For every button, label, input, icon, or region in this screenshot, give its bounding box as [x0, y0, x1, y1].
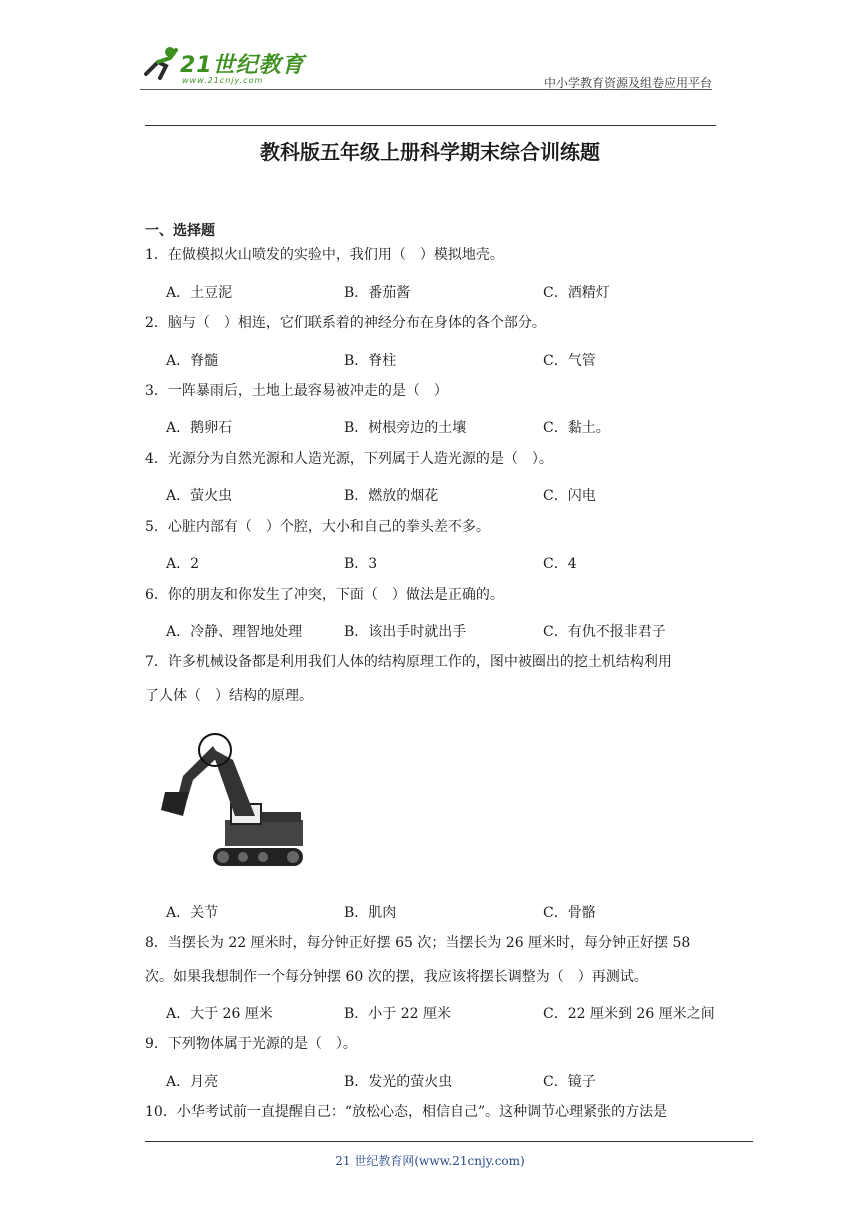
- question-7-cont: 了人体（ ）结构的原理。: [145, 688, 313, 704]
- q7-option-c[interactable]: C．骨骼: [543, 905, 596, 921]
- q7-option-a[interactable]: A．关节: [166, 905, 219, 921]
- question-5: 5．心脏内部有（ ）个腔，大小和自己的拳头差不多。: [145, 519, 490, 535]
- section-heading: 一、选择题: [145, 223, 215, 239]
- q4-option-a[interactable]: A．萤火虫: [166, 488, 233, 504]
- q8-option-b[interactable]: B．小于 22 厘米: [344, 1006, 452, 1022]
- question-8-cont: 次。如果我想制作一个每分钟摆 60 次的摆，我应该将摆长调整为（ ）再测试。: [145, 969, 648, 985]
- q8-option-c[interactable]: C．22 厘米到 26 厘米之间: [543, 1006, 715, 1022]
- question-9: 9．下列物体属于光源的是（ ）。: [145, 1036, 357, 1052]
- q3-option-b[interactable]: B．树根旁边的土壤: [344, 420, 467, 436]
- q6-option-a[interactable]: A．冷静、理智地处理: [166, 624, 303, 640]
- q5-option-c[interactable]: C．4: [543, 556, 577, 572]
- footer-link[interactable]: 21 世纪教育网(www.21cnjy.com): [335, 1154, 525, 1168]
- q1-option-a[interactable]: A．土豆泥: [166, 285, 233, 301]
- q6-option-b[interactable]: B．该出手时就出手: [344, 624, 467, 640]
- q6-option-c[interactable]: C．有仇不报非君子: [543, 624, 666, 640]
- q8-option-a[interactable]: A．大于 26 厘米: [166, 1006, 273, 1022]
- q7-option-b[interactable]: B．肌肉: [344, 905, 397, 921]
- question-4: 4．光源分为自然光源和人造光源，下列属于人造光源的是（ ）。: [145, 451, 553, 467]
- header-divider: [140, 89, 712, 90]
- q4-option-b[interactable]: B．燃放的烟花: [344, 488, 439, 504]
- site-logo: [140, 44, 310, 90]
- q2-option-a[interactable]: A．脊髓: [166, 353, 219, 369]
- q3-option-c[interactable]: C．黏土。: [543, 420, 610, 436]
- question-10: 10．小华考试前一直提醒自己：“放松心态，相信自己”。这种调节心理紧张的方法是: [145, 1104, 668, 1120]
- page-title: 教科版五年级上册科学期末综合训练题: [260, 140, 600, 164]
- title-divider: [145, 125, 716, 126]
- question-2: 2．脑与（ ）相连，它们联系着的神经分布在身体的各个部分。: [145, 315, 546, 331]
- q9-option-c[interactable]: C．镜子: [543, 1074, 596, 1090]
- question-3: 3．一阵暴雨后，土地上最容易被冲走的是（ ）: [145, 383, 448, 399]
- footer-divider: [145, 1141, 753, 1142]
- q3-option-a[interactable]: A．鹅卵石: [166, 420, 233, 436]
- q9-option-b[interactable]: B．发光的萤火虫: [344, 1074, 453, 1090]
- q5-option-b[interactable]: B．3: [344, 556, 378, 572]
- runner-icon: [140, 44, 180, 84]
- question-8: 8．当摆长为 22 厘米时，每分钟正好摆 65 次；当摆长为 26 厘米时，每分钟正好摆 58: [145, 935, 691, 951]
- q1-option-b[interactable]: B．番茄酱: [344, 285, 411, 301]
- logo-text: 21世纪教育: [180, 53, 305, 78]
- question-1: 1．在做模拟火山喷发的实验中，我们用（ ）模拟地壳。: [145, 247, 504, 263]
- q2-option-c[interactable]: C．气管: [543, 353, 596, 369]
- q4-option-c[interactable]: C．闪电: [543, 488, 596, 504]
- platform-name: 中小学教育资源及组卷应用平台: [543, 76, 712, 90]
- q1-option-c[interactable]: C．酒精灯: [543, 285, 610, 301]
- question-6: 6．你的朋友和你发生了冲突，下面（ ）做法是正确的。: [145, 587, 504, 603]
- q2-option-b[interactable]: B．脊柱: [344, 353, 397, 369]
- q5-option-a[interactable]: A．2: [166, 556, 200, 572]
- excavator-image: [143, 720, 313, 890]
- question-7: 7．许多机械设备都是利用我们人体的结构原理工作的，图中被圈出的挖土机结构利用: [145, 654, 672, 670]
- logo-url: www.21cnjy.com: [182, 76, 264, 85]
- q9-option-a[interactable]: A．月亮: [166, 1074, 219, 1090]
